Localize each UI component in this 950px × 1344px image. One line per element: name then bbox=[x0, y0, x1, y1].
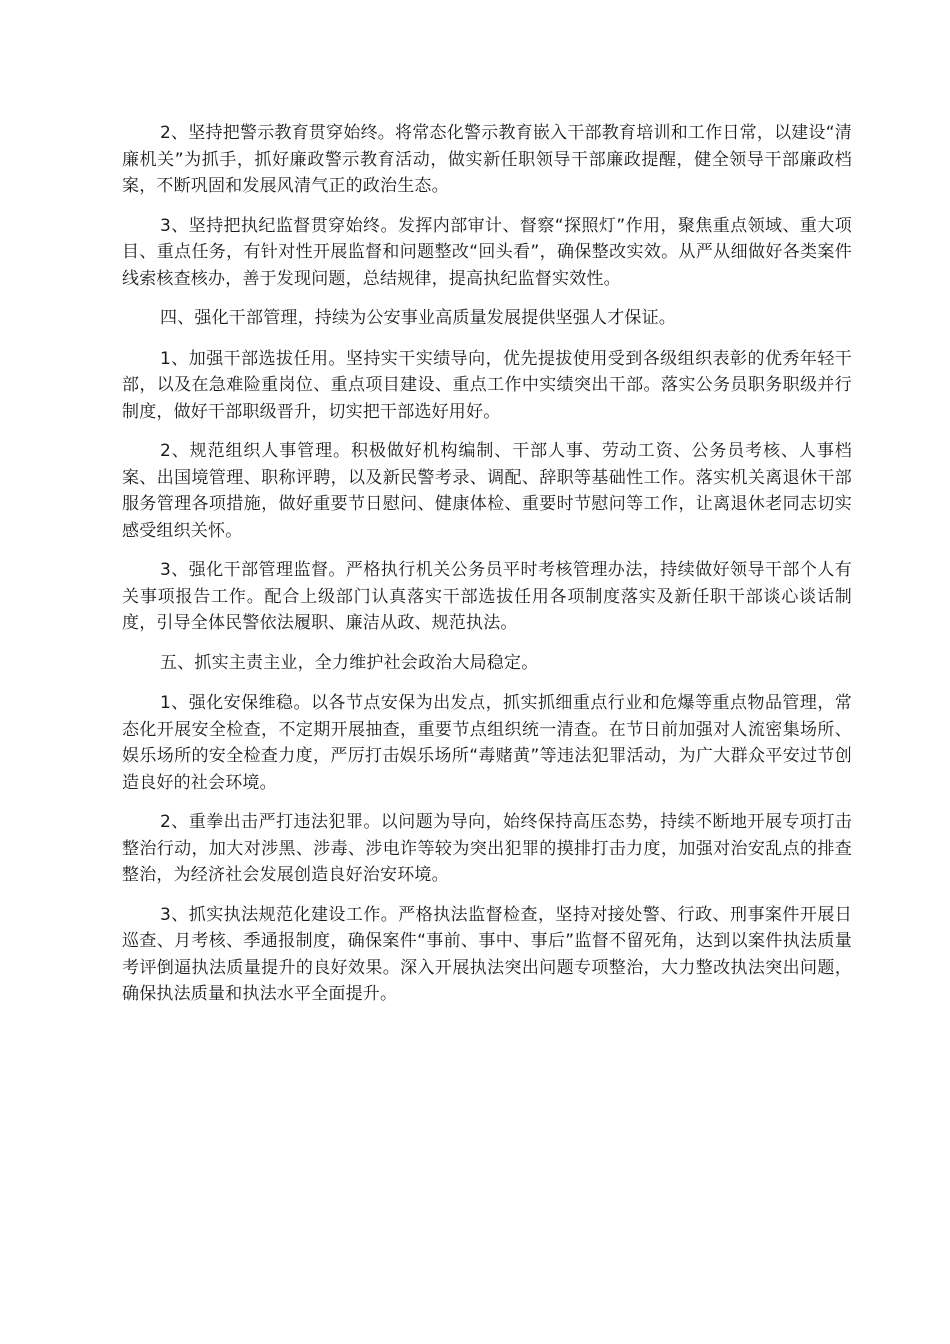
document-page bbox=[122, 120, 852, 1021]
paragraph-warning-education: 2、坚持把警示教育贯穿始终。将常态化警示教育嵌入干部教育培训和工作日常，以建设“清廉机关”为抓手，抓好廉政警示教育活动，做实新任职领导干部廉政提醒，健全领导干部廉政档案，不断巩固和发展风清气正的政治生态。 bbox=[122, 123, 852, 196]
paragraph-personnel-management: 2、规范组织人事管理。积极做好机构编制、干部人事、劳动工资、公务员考核、人事档案、出国境管理、职称评聘，以及新民警考录、调配、辞职等基础性工作。落实机关离退休干部服务管理各项措施，做好重要节日慰问、健康体检、重要时节慰问等工作，让离退休老同志切实感受组织关怀。 bbox=[122, 441, 852, 541]
paragraph-law-enforcement-standardization: 3、抓实执法规范化建设工作。严格执法监督检查，坚持对接处警、行政、刑事案件开展日巡查、月考核、季通报制度，确保案件“事前、事中、事后”监督不留死角，达到以案件执法质量考评倒逼执法质量提升的良好效果。深入开展执法突出问题专项整治，大力整改执法突出问题，确保执法质量和执法水平全面提升。 bbox=[122, 904, 852, 1004]
section-heading-main-duties: 五、抓实主责主业，全力维护社会政治大局稳定。 bbox=[160, 652, 539, 673]
paragraph-crime-crackdown: 2、重拳出击严打违法犯罪。以问题为导向，始终保持高压态势，持续不断地开展专项打击整治行动，加大对涉黑、涉毒、涉电诈等较为突出犯罪的摸排打击力度，加强对治安乱点的排查整治，为经济社会发展创造良好治安环境。 bbox=[122, 812, 852, 885]
paragraph-discipline-supervision: 3、坚持把执纪监督贯穿始终。发挥内部审计、督察“探照灯”作用，聚焦重点领域、重大项目、重点任务，有针对性开展监督和问题整改“回头看”，确保整改实效。从严从细做好各类案件线索核查核办，善于发现问题，总结规律，提高执纪监督实效性。 bbox=[122, 215, 852, 289]
paragraph-security-stability: 1、强化安保维稳。以各节点安保为出发点，抓实抓细重点行业和危爆等重点物品管理，常态化开展安全检查，不定期开展抽查，重要节点组织统一清查。在节日前加强对人流密集场所、娱乐场所的安全检查力度，严厉打击娱乐场所“毒赌黄”等违法犯罪活动，为广大群众平安过节创造良好的社会环境。 bbox=[122, 693, 852, 793]
paragraph-cadre-supervision: 3、强化干部管理监督。严格执行机关公务员平时考核管理办法，持续做好领导干部个人有关事项报告工作。配合上级部门认真落实干部选拔任用各项制度落实及新任职干部谈心谈话制度，引导全体民警依法履职、廉洁从政、规范执法。 bbox=[122, 560, 852, 633]
paragraph-cadre-selection: 1、加强干部选拔任用。坚持实干实绩导向，优先提拔使用受到各级组织表彰的优秀年轻干部，以及在急难险重岗位、重点项目建设、重点工作中实绩突出干部。落实公务员职务职级并行制度，做好干部职级晋升，切实把干部选好用好。 bbox=[122, 348, 852, 422]
section-heading-cadre-management: 四、强化干部管理，持续为公安事业高质量发展提供坚强人才保证。 bbox=[160, 308, 676, 328]
